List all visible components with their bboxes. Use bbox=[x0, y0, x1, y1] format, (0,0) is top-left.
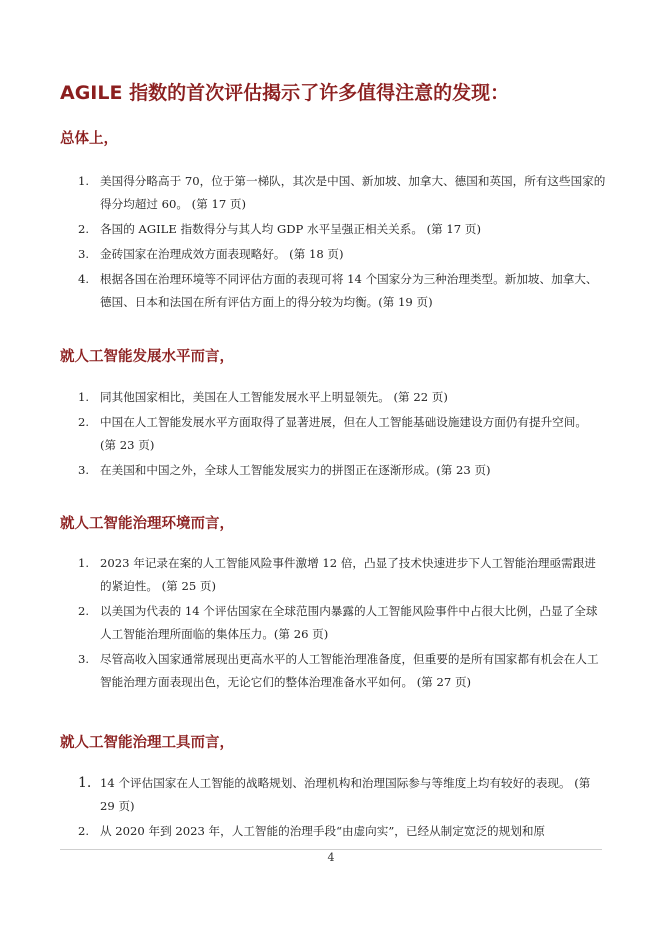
list-item-number: 3. bbox=[78, 652, 90, 666]
list-item-number: 3. bbox=[78, 247, 90, 261]
list-item-number: 1. bbox=[78, 775, 92, 791]
list-item-number: 2. bbox=[78, 824, 90, 838]
list-item bbox=[78, 170, 606, 216]
list-item bbox=[78, 772, 606, 818]
list-item-text: 中国在人工智能发展水平方面取得了显著进展，但在人工智能基础设施建设方面仍有提升空间。 (第 23 页) bbox=[100, 415, 587, 452]
list-item-text: 尽管高收入国家通常展现出更高水平的人工智能治理准备度，但重要的是所有国家都有机会在人工智能治理方面表现出色，无论它们的整体治理准备水平如何。 (第 27 页) bbox=[100, 652, 599, 689]
list-item bbox=[78, 600, 606, 646]
list-item-number: 1. bbox=[78, 556, 90, 570]
list-item-number: 2. bbox=[78, 222, 90, 236]
list-item-number: 1. bbox=[78, 174, 90, 188]
section-list-overall bbox=[78, 170, 606, 316]
list-item-text: 从 2020 年到 2023 年，人工智能的治理手段“由虚向实”，已经从制定宽泛的规划和原 bbox=[100, 824, 546, 838]
list-item bbox=[78, 411, 606, 457]
section-list-development bbox=[78, 386, 606, 484]
list-item-number: 2. bbox=[78, 415, 90, 429]
list-item bbox=[78, 648, 606, 694]
section-heading-development: 就人工智能发展水平而言， bbox=[60, 349, 234, 365]
section-heading-overall: 总体上， bbox=[60, 131, 118, 147]
list-item bbox=[78, 552, 606, 598]
list-item-number: 2. bbox=[78, 604, 90, 618]
list-item bbox=[78, 820, 606, 843]
page-number: 4 bbox=[327, 851, 335, 864]
list-item-text: 14 个评估国家在人工智能的战略规划、治理机构和治理国际参与等维度上均有较好的表现。 (第 29 页) bbox=[100, 776, 591, 813]
list-item-text: 2023 年记录在案的人工智能风险事件激增 12 倍，凸显了技术快速进步下人工智能治理亟需跟进的紧迫性。 (第 25 页) bbox=[100, 556, 596, 593]
footer-divider bbox=[60, 849, 602, 850]
list-item-text: 根据各国在治理环境等不同评估方面的表现可将 14 个国家分为三种治理类型。新加坡、加拿大、德国、日本和法国在所有评估方面上的得分较为均衡。(第 19 页) bbox=[100, 272, 598, 309]
section-heading-environment: 就人工智能治理环境而言， bbox=[60, 516, 234, 532]
list-item bbox=[78, 218, 606, 241]
list-item-text: 各国的 AGILE 指数得分与其人均 GDP 水平呈强正相关关系。 (第 17 页) bbox=[100, 222, 481, 236]
page-title: AGILE 指数的首次评估揭示了许多值得注意的发现： bbox=[60, 82, 510, 104]
list-item-text: 同其他国家相比，美国在人工智能发展水平上明显领先。 (第 22 页) bbox=[100, 390, 448, 404]
list-item-text: 以美国为代表的 14 个评估国家在全球范围内暴露的人工智能风险事件中占很大比例，凸显了全球人工智能治理所面临的集体压力。(第 26 页) bbox=[100, 604, 598, 641]
list-item bbox=[78, 268, 606, 314]
list-item-number: 4. bbox=[78, 272, 90, 286]
list-item-number: 3. bbox=[78, 463, 90, 477]
list-item bbox=[78, 386, 606, 409]
list-item bbox=[78, 459, 606, 482]
list-item bbox=[78, 243, 606, 266]
section-list-tools bbox=[78, 772, 606, 845]
list-item-text: 美国得分略高于 70，位于第一梯队，其次是中国、新加坡、加拿大、德国和英国，所有这些国家的得分均超过 60。 (第 17 页) bbox=[100, 174, 606, 211]
section-list-environment bbox=[78, 552, 606, 696]
section-heading-tools: 就人工智能治理工具而言， bbox=[60, 735, 234, 751]
list-item-text: 金砖国家在治理成效方面表现略好。 (第 18 页) bbox=[100, 247, 344, 261]
list-item-text: 在美国和中国之外，全球人工智能发展实力的拼图正在逐渐形成。(第 23 页) bbox=[100, 463, 491, 477]
list-item-number: 1. bbox=[78, 390, 90, 404]
